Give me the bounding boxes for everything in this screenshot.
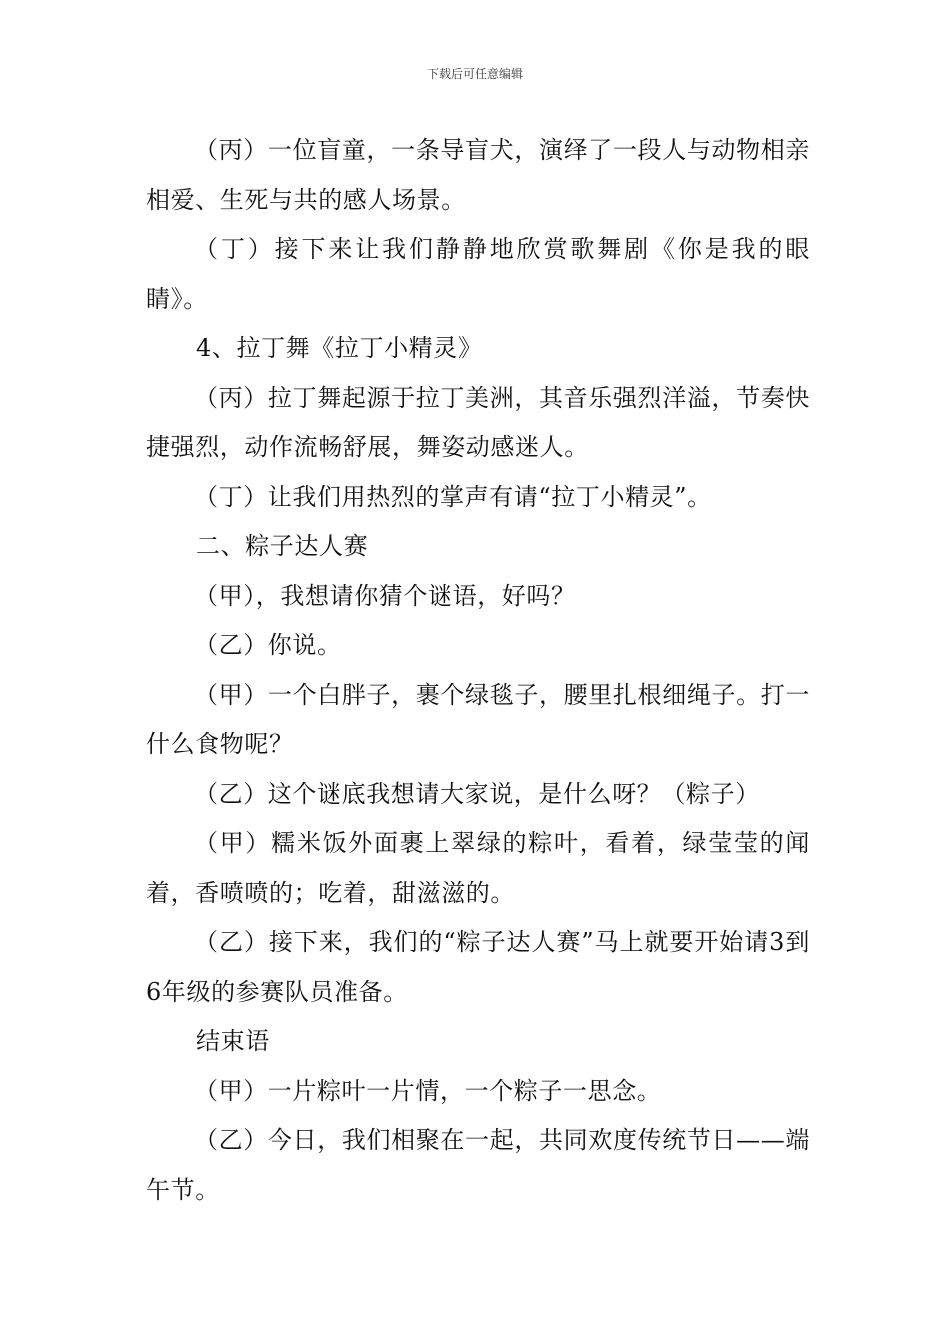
paragraph: （乙）这个谜底我想请大家说，是什么呀？（粽子） — [194, 779, 760, 808]
paragraph: （乙）今日，我们相聚在一起，共同欢度传统节日——端午节。 — [146, 1126, 810, 1204]
paragraph: （甲），我想请你猜个谜语，好吗？ — [194, 581, 576, 610]
paragraph: （丁）让我们用热烈的掌声有请“拉丁小精灵”。 — [194, 482, 712, 511]
page-header: 下载后可任意编辑 — [426, 67, 523, 81]
section-heading: 二、粽子达人赛 — [196, 532, 369, 560]
section-heading: 结束语 — [196, 1027, 270, 1055]
section-heading: 4、拉丁舞《拉丁小精灵》 — [196, 334, 483, 362]
paragraph: （丙）拉丁舞起源于拉丁美洲，其音乐强烈洋溢，节奏快捷强烈，动作流畅舒展，舞姿动感迷人。 — [146, 383, 810, 461]
document-body — [146, 126, 810, 1215]
paragraph: （甲）糯米饭外面裹上翠绿的粽叶，看着，绿莹莹的闻着，香喷喷的；吃着，甜滋滋的。 — [146, 829, 810, 907]
paragraph: （丙）一位盲童，一条导盲犬，演绎了一段人与动物相亲相爱、生死与共的感人场景。 — [146, 136, 810, 214]
paragraph: （甲）一片粽叶一片情，一个粽子一思念。 — [194, 1076, 662, 1105]
paragraph: （乙）你说。 — [194, 631, 342, 659]
paragraph: （丁）接下来让我们静静地欣赏歌舞剧《你是我的眼睛》。 — [146, 235, 810, 313]
paragraph: （乙）接下来，我们的“粽子达人赛”马上就要开始请3到6年级的参赛队员准备。 — [146, 928, 810, 1006]
paragraph: （甲）一个白胖子，裹个绿毯子，腰里扎根细绳子。打一什么食物呢？ — [146, 680, 810, 758]
